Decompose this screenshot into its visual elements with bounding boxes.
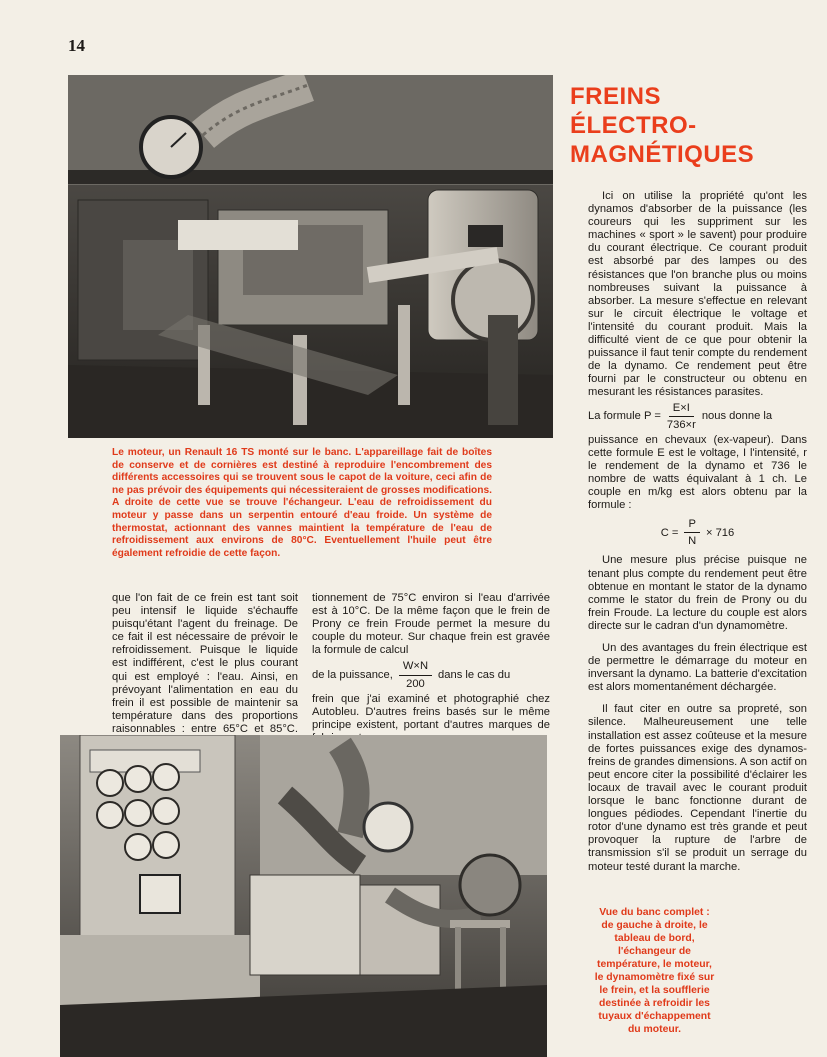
right-column-paragraph: Il faut citer en outre sa propreté, son silence. Malheureusement une telle installation est assez coûteuse et la mesure de fortes puissances exige des dynamos-freins de grandes dimensions. A son actif on peut encore citer la possibilité d'éclairer les locaux de travail avec le courant produit lorsque le banc fonctionne durant de longues pédiodes. Cependant l'inertie du rotor d'une dynamo est très grande et peut provoquer la rupture de l'arbre de transmission s'il se produit un serrage du moteur testé durant la marche. bbox=[588, 703, 807, 873]
power-formula-suffix: nous donne la bbox=[701, 410, 773, 423]
middle-column-paragraph: tionnement de 75°C environ si l'eau d'arrivée est à 10°C. De la même façon que le frein de Prony ce frein Froude permet la mesure du couple du moteur. Sur chaque frein est gravée la formule de calcul bbox=[312, 592, 550, 657]
top-photo-caption: Le moteur, un Renault 16 TS monté sur le banc. L'appareillage fait de boîtes de conserve et de cornières est destiné à reproduire l'encombrement des différents accessoires qui se trouvent sous le capot de la voiture, ceci afin de ne pas prévoir des équipements qui nécessiteraient de grosses modifications. A droite de cette vue se trouve l'échangeur. L'eau de refroidissement du moteur y passe dans un serpentin entouré d'eau froide. Un système de thermostat, actionnant des vannes maintient la température de l'eau de refroidissement aux environs de 80°C. Eventuellement l'huile peut être également refroidie de cette façon. bbox=[112, 447, 492, 559]
power-formula-numerator: E×I bbox=[669, 402, 694, 417]
froude-formula-numerator: W×N bbox=[399, 660, 432, 675]
froude-formula-prefix: de la puissance, bbox=[312, 669, 393, 682]
power-formula-fraction bbox=[667, 402, 696, 432]
page-number: 14 bbox=[68, 36, 85, 55]
bottom-photo-caption: Vue du banc complet : de gauche à droite, le tableau de bord, l'échangeur de température, le moteur, le dynamomètre fixé sur le frein, et la soufflerie destinée à refroidir les tuyaux d'échappement du moteur. bbox=[594, 907, 715, 1035]
headline-line: ÉLECTRO- bbox=[570, 112, 697, 139]
froude-formula bbox=[312, 660, 550, 690]
power-formula-denominator: 736×r bbox=[666, 418, 696, 431]
torque-formula-numerator: P bbox=[684, 518, 699, 533]
headline bbox=[570, 82, 810, 169]
power-formula bbox=[588, 402, 807, 432]
froude-formula-fraction bbox=[399, 660, 432, 690]
power-formula-prefix: La formule P = bbox=[588, 410, 661, 423]
torque-formula-denominator: N bbox=[688, 535, 697, 548]
right-column-paragraph: puissance en chevaux (ex-vapeur). Dans cette formule E est le voltage, I l'intensité, r le rendement de la dynamo et 736 le nombre de watts équivalant à 1 ch. Le couple en m/kg est alors obtenu par la formule : bbox=[588, 433, 807, 512]
right-column bbox=[588, 190, 807, 874]
headline-line: FREINS bbox=[570, 83, 662, 110]
right-column-paragraph: Une mesure plus précise puisque ne tenant plus compte du rendement peut être obtenue en montant le stator de la dynamo comme le stator du frein de Prony ou du frein Froude. La lecture du couple est alors directe sur le cadran d'un dynamomètre. bbox=[588, 554, 807, 632]
right-column-paragraph: Un des avantages du frein électrique est de permettre le démarrage du moteur en inversant la dynamo. La batterie d'excitation est alors momentanément déchargée. bbox=[588, 642, 807, 694]
engine-bench-photo bbox=[68, 75, 553, 438]
froude-formula-suffix: dans le cas du bbox=[438, 669, 511, 682]
complete-bench-photo bbox=[60, 735, 547, 1057]
torque-formula bbox=[588, 518, 807, 548]
torque-formula-fraction bbox=[684, 518, 699, 548]
middle-column bbox=[312, 592, 550, 745]
torque-formula-suffix: × 716 bbox=[705, 526, 735, 539]
middle-column-paragraph: frein que j'ai examiné et photographié chez Autobleu. D'autres freins basés sur le même principe existent, portant d'autres marques de bbox=[312, 692, 550, 731]
right-column-paragraph: Ici on utilise la propriété qu'ont les dynamos d'absorber de la puissance (les coureurs qui les suppriment sur les machines « sport » le savent) pour produire du courant électrique. Ce courant produit est absorbé par des lampes ou des résistances que l'on branche plus ou moins nombreuses suivant la puissance à absorber. La mesure s'effectue en relevant sur le circuit électrique le voltage et l'intensité du courant produit. Mais la difficulté vient de ce que pour obtenir la puissance il faut tenir compte du rendement de la dynamo. Ce rendement peut être fourni par le constructeur ou obtenu en mesurant les résistances parasites. bbox=[588, 190, 807, 399]
froude-formula-denominator: 200 bbox=[406, 677, 425, 690]
left-column-paragraph: que l'on fait de ce frein est tant soit peu intensif le liquide s'échauffe puisqu'étant l'agent du freinage. De ce fait il est nécessaire de prévoir le refroidissement. Puisque le liquide est indifférent, c'est le plus courant qui est employé : l'eau. Ainsi, en prévoyant l'alimentation en eau du frein il est possible de maintenir sa température dans des proportions raisonnables : entre 65°C et 85°C. bbox=[112, 592, 298, 735]
headline-line: MAGNÉTIQUES bbox=[570, 141, 755, 168]
torque-formula-prefix: C = bbox=[660, 526, 679, 539]
